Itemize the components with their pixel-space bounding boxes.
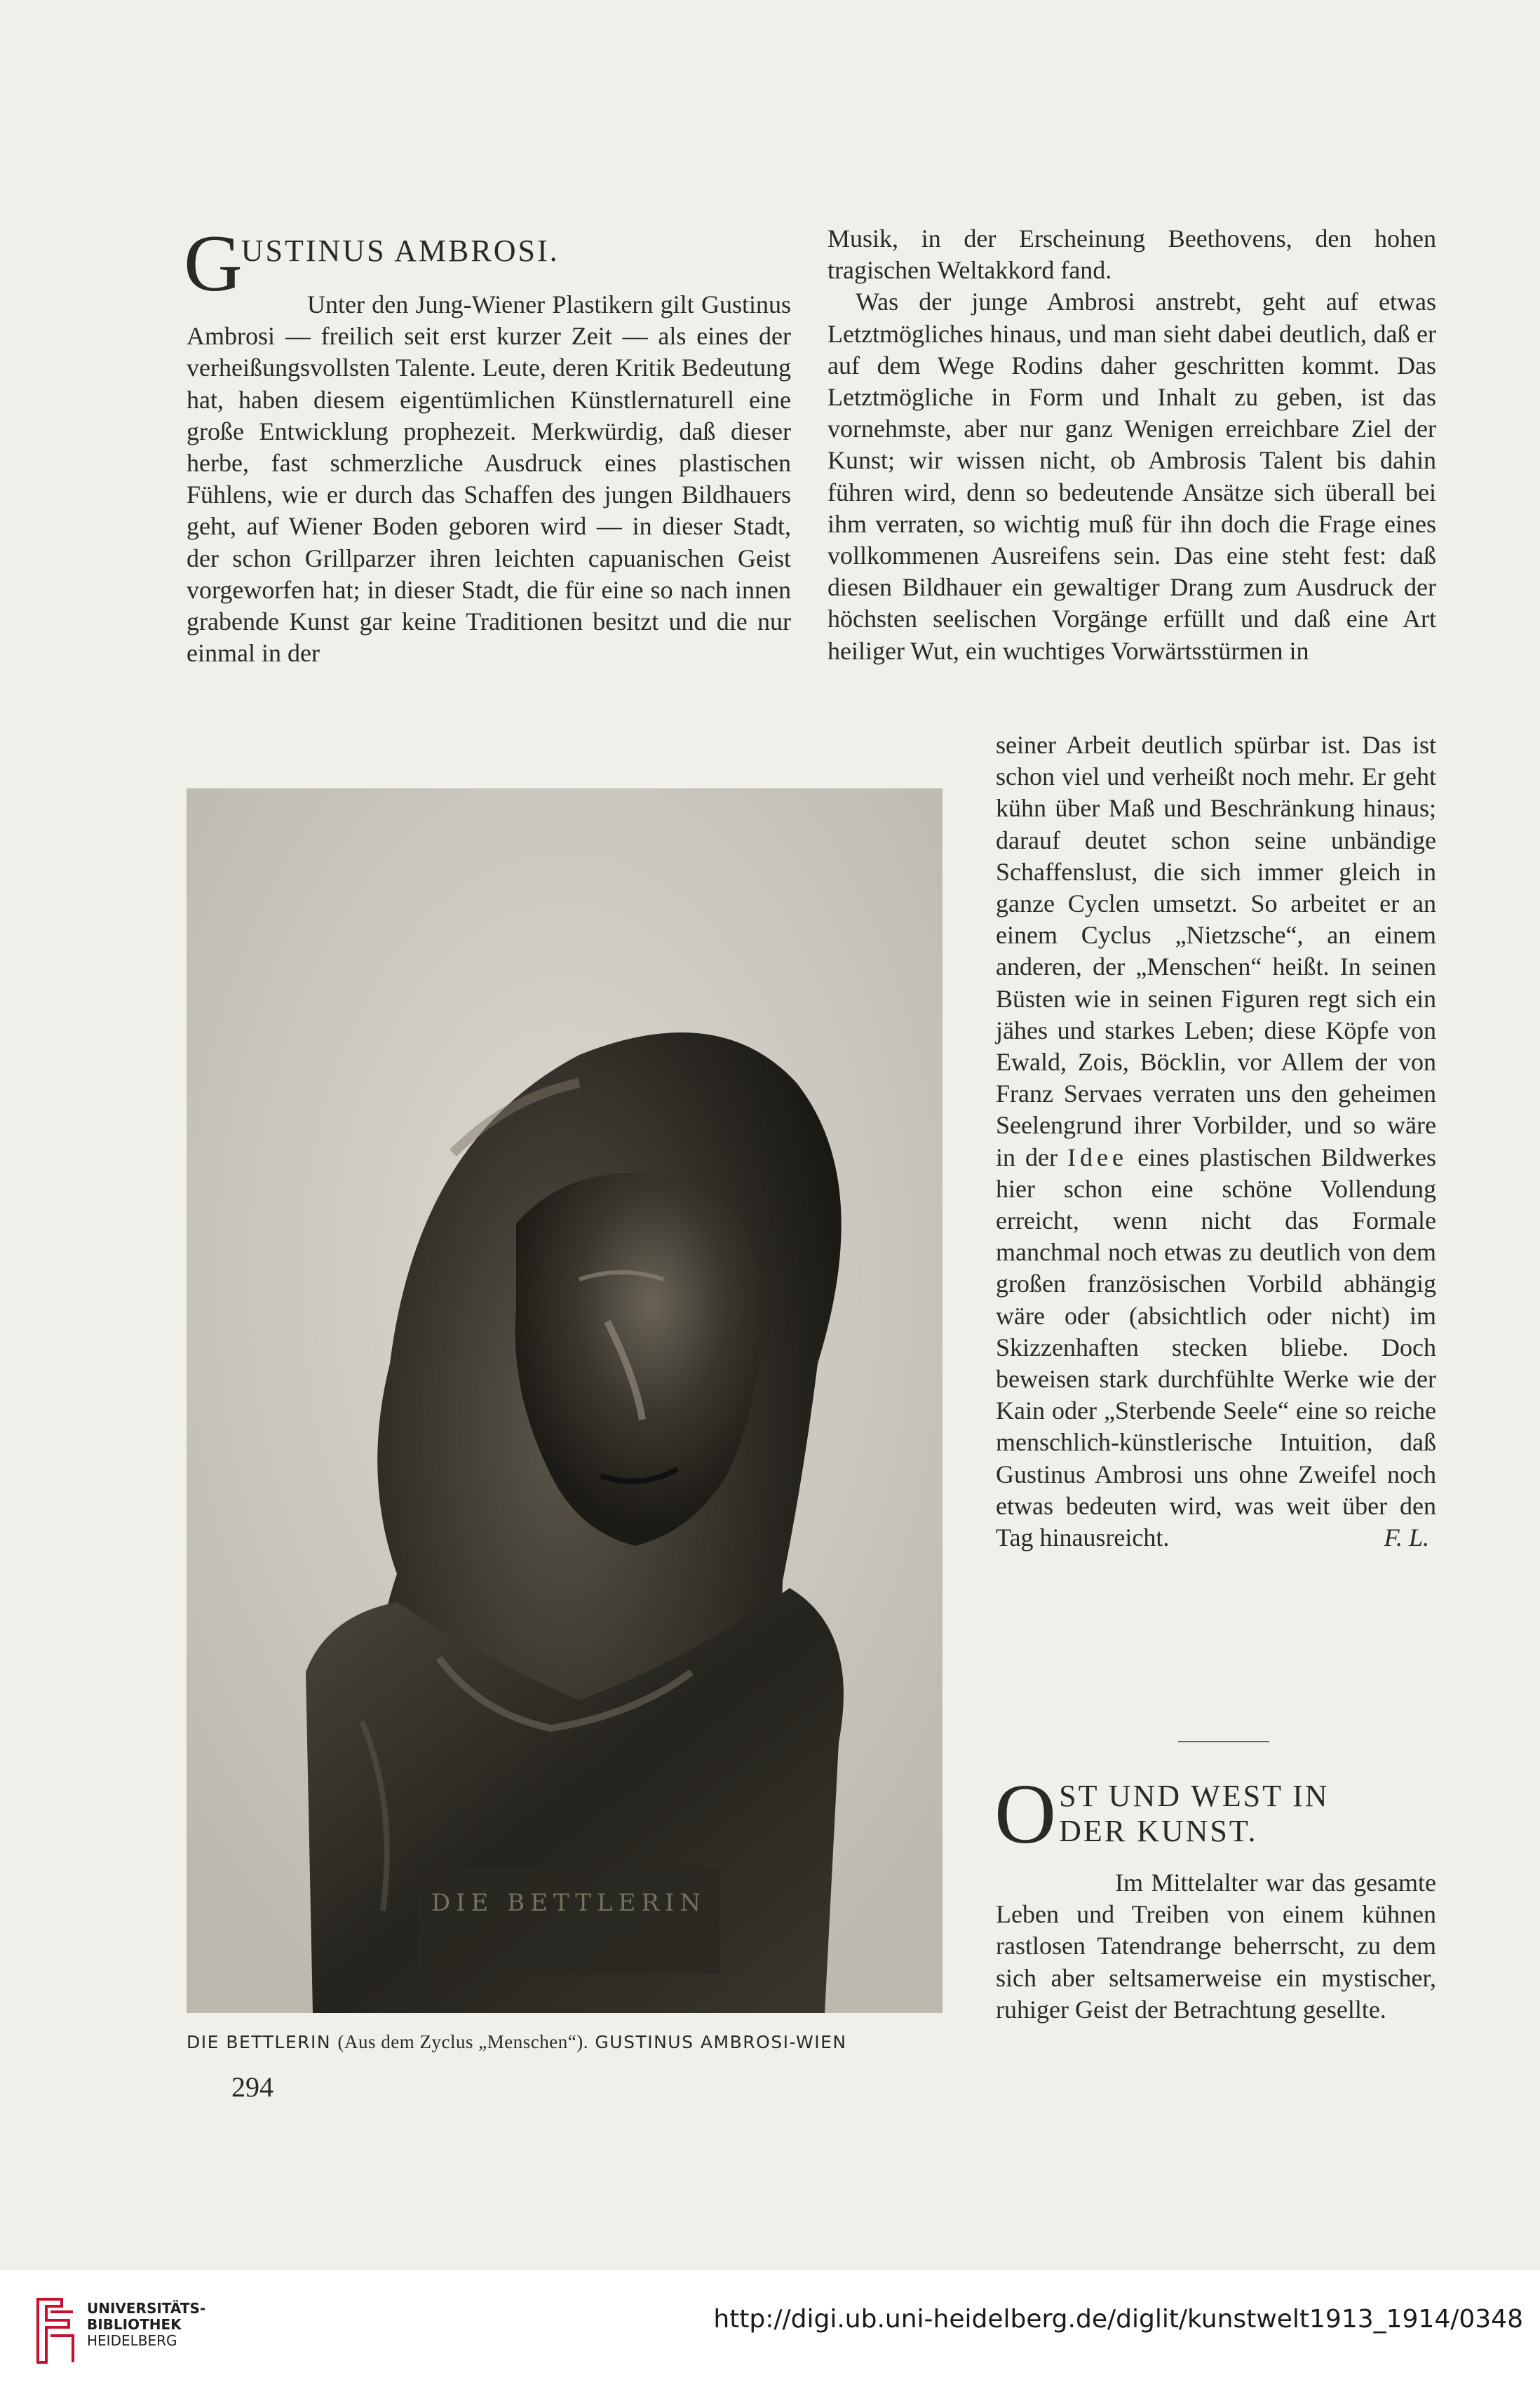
caption-cycle: (Aus dem Zyclus „Menschen“).: [337, 2031, 588, 2052]
article2-title-line1: ST UND WEST IN: [1059, 1779, 1330, 1813]
text-part: seiner Arbeit deutlich spürbar ist. Das ist schon viel und verheißt noch mehr. Er geht kühn über Maß und Beschränkung hinaus; darauf deutet schon seine unbändige Schaffenslust, die sich immer gleich in ganze Cyclen umsetzt. So arbeitet er an einem Cyclus „Nietzsche“, an einem anderen, der „Menschen“ heißt. In seinen Büsten wie in seinen Figuren regt sich ein jähes und starkes Leben; diese Köpfe von Ewald, Zois, Böcklin, vor Allem der von Franz Servaes verraten uns den geheimen Seelengrund ihrer Vorbilder, und so wäre in der: [996, 731, 1436, 1171]
text-part: eines plastischen Bildwerkes hier schon eine schöne Vollendung erreicht, wenn nicht das Formale manchmal noch etwas zu deutlich von dem großen französischen Vorbild abhängig wäre oder (absichtlich oder nicht) im Skizzenhaften stecken bliebe. Doch beweisen stark durchfühlte Werke wie der Kain oder „Sterbende Seele“ eine so reiche menschlich-künstlerische Intuition, daß Gustinus Ambrosi uns ohne Zweifel noch etwas bedeuten wird, was weit über den Tag hinausreicht.: [996, 1143, 1437, 1552]
author-signature: F. L.: [1384, 1523, 1429, 1552]
figure-caption: [187, 2031, 943, 2053]
source-url-link[interactable]: http://digi.ub.uni-heidelberg.de/diglit/kunstwelt1913_1914/0348: [713, 2305, 1523, 2334]
paragraph: [996, 729, 1436, 1554]
dropcap-letter: G: [184, 219, 243, 309]
library-logo-icon: [34, 2292, 77, 2369]
article2-text: [996, 1867, 1436, 2026]
plinth-inscription: DIE BETTLERIN: [431, 1889, 707, 1917]
right-column-text: [828, 223, 1436, 667]
article2-heading: [994, 1767, 1330, 1862]
library-name-line2: BIBLIOTHEK: [87, 2316, 182, 2333]
dropcap-letter: O: [994, 1767, 1057, 1862]
library-name-line3: HEIDELBERG: [87, 2332, 177, 2349]
page-number: 294: [231, 2071, 273, 2103]
footer-bar: [0, 2270, 1540, 2396]
paragraph: Musik, in der Erscheinung Beethovens, den hohen tragischen Weltakkord fand.: [828, 224, 1436, 285]
sculpture-photograph: [187, 788, 943, 2013]
article2-title: [1059, 1779, 1329, 1849]
section-divider: [1178, 1741, 1269, 1742]
caption-title: DIE BETTLERIN: [187, 2032, 332, 2052]
narrow-column-text: [996, 729, 1436, 1554]
caption-artist: GUSTINUS AMBROSI-WIEN: [595, 2032, 847, 2052]
bust-illustration: [187, 788, 943, 2013]
left-column-text: [187, 289, 791, 669]
article2-title-line2: DER KUNST.: [1059, 1814, 1258, 1848]
spaced-word: Idee: [1067, 1143, 1128, 1171]
library-name: [87, 2301, 205, 2349]
paragraph: Unter den Jung-Wiener Plastikern gilt Gustinus Ambrosi — freilich seit erst kurzer Zeit — als eines der verheißungsvollsten Talente. Leute, deren Kritik Bedeutung hat, haben diesem eigentümlichen Künstlernaturell eine große Entwicklung prophezeit. Merkwürdig, daß dieser herbe, fast schmerzliche Ausdruck eines plastischen Fühlens, wie er durch das Schaffen des jungen Bildhauers geht, auf Wiener Boden geboren wird — in dieser Stadt, der schon Grillparzer ihren leichten capuanischen Geist vorgeworfen hat; in dieser Stadt, die für eine so nach innen grabende Kunst gar keine Traditionen besitzt und die nur einmal in der: [187, 290, 791, 668]
library-name-line1: UNIVERSITÄTS-: [87, 2300, 206, 2317]
paragraph: Im Mittelalter war das gesamte Leben und Treiben von einem kühnen rastlosen Tatendrange beherrscht, zu dem sich aber seltsamerweise ein mystischer, ruhiger Geist der Betrachtung gesellte.: [996, 1869, 1436, 2024]
paragraph: Was der junge Ambrosi anstrebt, geht auf etwas Letztmögliches hinaus, und man sieht dabei deutlich, daß er auf dem Wege Rodins daher geschritten kommt. Das Letztmögliche in Form und Inhalt zu geben, ist das vornehmste, aber nur ganz Wenigen erreichbare Ziel der Kunst; wir wissen nicht, ob Ambrosis Talent bis dahin führen wird, denn so bedeutende Ansätze sich überall bei ihm verraten, so wichtig muß für ihn doch die Frage eines vollkommenen Ausreifens sein. Das eine steht fest: daß diesen Bildhauer ein gewaltiger Drang zum Ausdruck der höchsten seelischen Vorgänge erfüllt und daß eine Art heiliger Wut, ein wuchtiges Vorwärtsstürmen in: [828, 288, 1436, 665]
article-title: USTINUS AMBROSI.: [241, 234, 560, 268]
